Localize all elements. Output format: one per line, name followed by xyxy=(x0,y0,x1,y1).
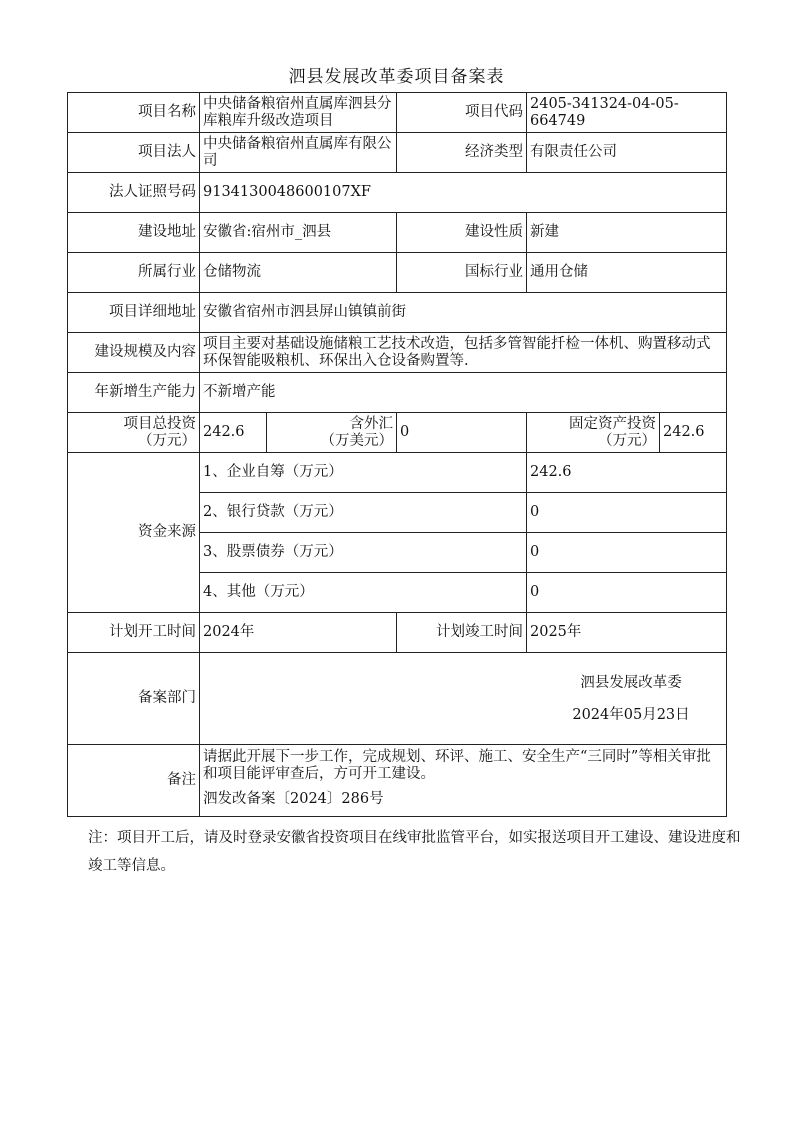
national-industry-label: 国标行业 xyxy=(397,253,527,293)
foreign-value: 0 xyxy=(397,413,527,453)
project-name-label: 项目名称 xyxy=(68,93,200,133)
industry-value: 仓储物流 xyxy=(200,253,397,293)
department-cell xyxy=(200,653,727,745)
fixed-asset-label: 固定资产投资 （万元） xyxy=(527,413,660,453)
funding-item-value: 0 xyxy=(527,573,727,613)
economic-type-label: 经济类型 xyxy=(397,133,527,173)
industry-label: 所属行业 xyxy=(68,253,200,293)
funding-item-name: 4、其他（万元） xyxy=(200,573,527,613)
filing-table xyxy=(67,92,727,817)
capacity-value: 不新增产能 xyxy=(200,373,727,413)
row-license xyxy=(68,173,727,213)
legal-person-value: 中央储备粮宿州直属库有限公司 xyxy=(200,133,397,173)
project-name-value: 中央储备粮宿州直属库泗县分库粮库升级改造项目 xyxy=(200,93,397,133)
capacity-label: 年新增生产能力 xyxy=(68,373,200,413)
row-industry xyxy=(68,253,727,293)
total-invest-value: 242.6 xyxy=(200,413,267,453)
funding-item-value: 0 xyxy=(527,493,727,533)
nature-value: 新建 xyxy=(527,213,727,253)
row-capacity xyxy=(68,373,727,413)
row-schedule xyxy=(68,613,727,653)
row-scale xyxy=(68,333,727,373)
economic-type-value: 有限责任公司 xyxy=(527,133,727,173)
start-time-value: 2024年 xyxy=(200,613,397,653)
project-code-label: 项目代码 xyxy=(397,93,527,133)
remark-cell xyxy=(200,745,727,817)
national-industry-value: 通用仓储 xyxy=(527,253,727,293)
department-date: 2024年05月23日 xyxy=(572,706,690,723)
location-label: 建设地址 xyxy=(68,213,200,253)
end-time-value: 2025年 xyxy=(527,613,727,653)
location-value: 安徽省:宿州市_泗县 xyxy=(200,213,397,253)
row-funding-1 xyxy=(68,453,727,493)
address-label: 项目详细地址 xyxy=(68,293,200,333)
row-investment xyxy=(68,413,727,453)
remark-label: 备注 xyxy=(68,745,200,817)
funding-item-value: 242.6 xyxy=(527,453,727,493)
funding-item-value: 0 xyxy=(527,533,727,573)
end-time-label: 计划竣工时间 xyxy=(397,613,527,653)
start-time-label: 计划开工时间 xyxy=(68,613,200,653)
page-title: 泗县发展改革委项目备案表 xyxy=(288,67,505,87)
department-name: 泗县发展改革委 xyxy=(580,674,682,691)
license-value: 9134130048600107XF xyxy=(200,173,727,213)
row-location xyxy=(68,213,727,253)
department-label: 备案部门 xyxy=(68,653,200,745)
funding-item-name: 3、股票债券（万元） xyxy=(200,533,527,573)
fixed-asset-value: 242.6 xyxy=(660,413,727,453)
remark-doc-no: 泗发改备案〔2024〕286号 xyxy=(203,791,384,807)
project-code-value: 2405-341324-04-05-664749 xyxy=(527,93,727,133)
scale-value: 项目主要对基础设施储粮工艺技术改造，包括多管智能扦检一体机、购置移动式环保智能吸粮机、环保出入仓设备购置等. xyxy=(200,333,727,373)
row-address xyxy=(68,293,727,333)
total-invest-label: 项目总投资 （万元） xyxy=(68,413,200,453)
remark-text: 请据此开展下一步工作，完成规划、环评、施工、安全生产“三同时”等相关审批和项目能评审查后，方可开工建设。 xyxy=(203,749,711,782)
funding-item-name: 1、企业自筹（万元） xyxy=(200,453,527,493)
row-project-name xyxy=(68,93,727,133)
funding-label: 资金来源 xyxy=(68,453,200,613)
row-department xyxy=(68,653,727,745)
address-value: 安徽省宿州市泗县屏山镇镇前街 xyxy=(200,293,727,333)
funding-item-name: 2、银行贷款（万元） xyxy=(200,493,527,533)
scale-label: 建设规模及内容 xyxy=(68,333,200,373)
footnote: 注：项目开工后，请及时登录安徽省投资项目在线审批监管平台，如实报送项目开工建设、建设进度和竣工等信息。 xyxy=(88,830,741,874)
row-legal-person xyxy=(68,133,727,173)
foreign-label: 含外汇 （万美元） xyxy=(267,413,397,453)
license-label: 法人证照号码 xyxy=(68,173,200,213)
nature-label: 建设性质 xyxy=(397,213,527,253)
legal-person-label: 项目法人 xyxy=(68,133,200,173)
row-remark xyxy=(68,745,727,817)
